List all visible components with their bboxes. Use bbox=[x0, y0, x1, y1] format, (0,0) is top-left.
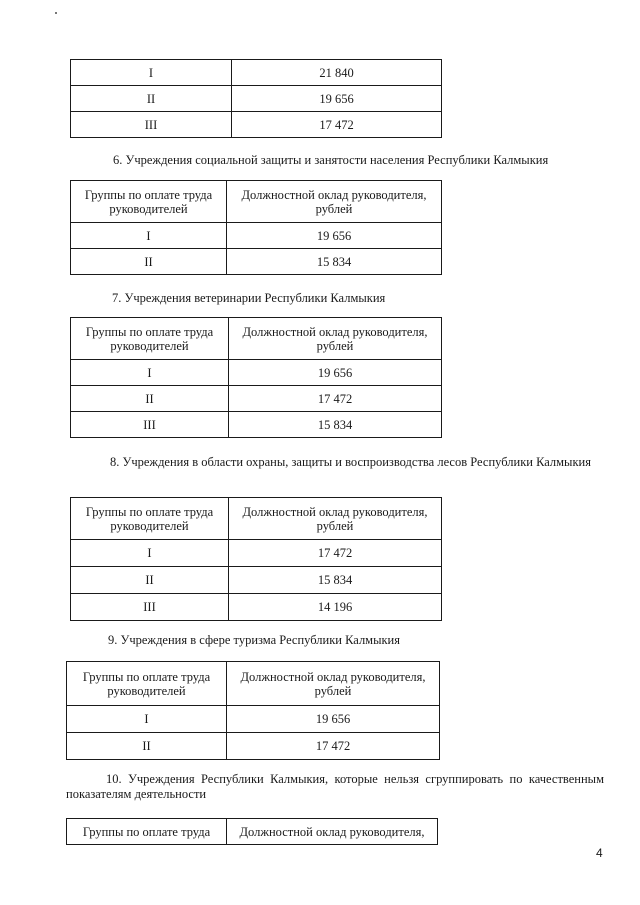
header-group-cell: Группы по оплате труда руководителей bbox=[71, 181, 227, 223]
page-number: 4 bbox=[596, 846, 603, 860]
table-row bbox=[67, 706, 440, 733]
table-row bbox=[71, 223, 442, 249]
group-cell: I bbox=[71, 60, 232, 86]
table-header-row bbox=[71, 181, 442, 223]
header-group-cell: Группы по оплате труда руководителей bbox=[71, 318, 229, 360]
salary-cell: 19 656 bbox=[229, 360, 442, 386]
group-cell: III bbox=[71, 594, 229, 621]
salary-cell: 15 834 bbox=[227, 249, 442, 275]
section-9-heading: 9. Учреждения в сфере туризма Республики Калмыкия bbox=[108, 633, 400, 647]
table-section-9 bbox=[66, 661, 440, 760]
group-cell: I bbox=[71, 540, 229, 567]
section-7-heading: 7. Учреждения ветеринарии Республики Калмыкия bbox=[112, 291, 386, 305]
table-row bbox=[71, 60, 442, 86]
table-header-row bbox=[67, 662, 440, 706]
salary-cell: 19 656 bbox=[232, 86, 442, 112]
table-row bbox=[71, 540, 442, 567]
table-header-row bbox=[71, 318, 442, 360]
group-cell: III bbox=[71, 412, 229, 438]
table-section-10 bbox=[66, 818, 438, 845]
group-cell: II bbox=[71, 249, 227, 275]
group-cell: I bbox=[71, 360, 229, 386]
salary-cell: 15 834 bbox=[229, 412, 442, 438]
table-header-row bbox=[71, 498, 442, 540]
group-cell: III bbox=[71, 112, 232, 138]
section-10-heading: 10. Учреждения Республики Калмыкия, которые нельзя сгруппировать по качественным показателям деятельности bbox=[66, 772, 604, 801]
header-group-cell: Группы по оплате труда руководителей bbox=[67, 662, 227, 706]
group-cell: II bbox=[71, 567, 229, 594]
header-salary-cell: Должностной оклад руководителя, рублей bbox=[227, 662, 440, 706]
table-row bbox=[71, 594, 442, 621]
group-cell: II bbox=[71, 86, 232, 112]
table-row bbox=[71, 86, 442, 112]
header-salary-cell: Должностной оклад руководителя, рублей bbox=[227, 181, 442, 223]
table-section-8 bbox=[70, 497, 442, 621]
salary-cell: 14 196 bbox=[229, 594, 442, 621]
group-cell: II bbox=[67, 733, 227, 760]
table-row bbox=[71, 112, 442, 138]
table-row bbox=[71, 249, 442, 275]
header-salary-cell: Должностной оклад руководителя, bbox=[227, 819, 438, 845]
table-row bbox=[67, 733, 440, 760]
header-group-cell: Группы по оплате труда bbox=[67, 819, 227, 845]
table-row bbox=[71, 360, 442, 386]
header-salary-cell: Должностной оклад руководителя, рублей bbox=[229, 318, 442, 360]
salary-cell: 17 472 bbox=[229, 540, 442, 567]
table-row bbox=[71, 412, 442, 438]
salary-cell: 17 472 bbox=[227, 733, 440, 760]
table-section-6 bbox=[70, 180, 442, 275]
group-cell: I bbox=[67, 706, 227, 733]
group-cell: II bbox=[71, 386, 229, 412]
salary-cell: 15 834 bbox=[229, 567, 442, 594]
salary-cell: 21 840 bbox=[232, 60, 442, 86]
salary-cell: 19 656 bbox=[227, 223, 442, 249]
section-6-heading: 6. Учреждения социальной защиты и занятости населения Республики Калмыкия bbox=[113, 153, 549, 167]
scan-speck bbox=[55, 12, 57, 14]
group-cell: I bbox=[71, 223, 227, 249]
table-section-7 bbox=[70, 317, 442, 438]
table-row bbox=[71, 567, 442, 594]
section-8-heading: 8. Учреждения в области охраны, защиты и воспроизводства лесов Республики Калмыкия bbox=[110, 455, 591, 469]
salary-cell: 19 656 bbox=[227, 706, 440, 733]
table-row bbox=[71, 386, 442, 412]
salary-cell: 17 472 bbox=[232, 112, 442, 138]
header-salary-cell: Должностной оклад руководителя, рублей bbox=[229, 498, 442, 540]
table-prev-section bbox=[70, 59, 442, 138]
header-group-cell: Группы по оплате труда руководителей bbox=[71, 498, 229, 540]
salary-cell: 17 472 bbox=[229, 386, 442, 412]
table-header-row bbox=[67, 819, 438, 845]
